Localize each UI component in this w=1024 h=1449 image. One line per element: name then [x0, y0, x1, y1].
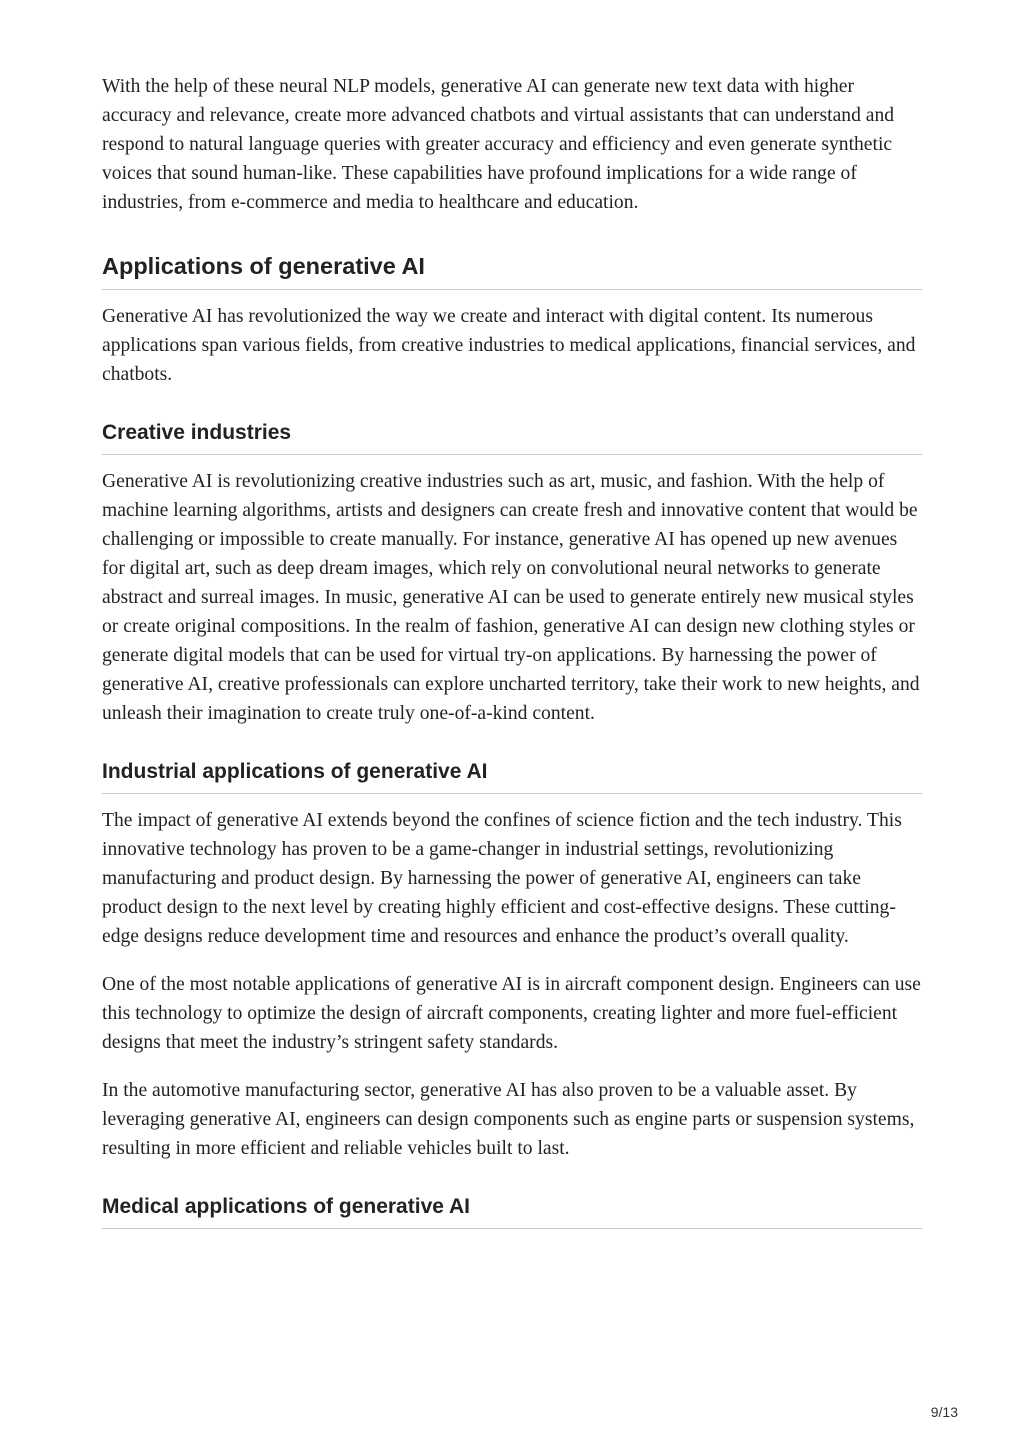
section-heading-industrial-applications: Industrial applications of generative AI: [102, 758, 922, 794]
document-body: [102, 72, 922, 1241]
section-heading-creative-industries: Creative industries: [102, 419, 922, 455]
section-medical-applications: [102, 1193, 922, 1229]
industrial-paragraph-2: One of the most notable applications of generative AI is in aircraft component design. Engineers can use this technology to optimize the design of aircraft components, creating lighter and more fuel-efficient designs that meet the industry’s stringent safety standards.: [102, 974, 921, 1053]
intro-paragraph: With the help of these neural NLP models, generative AI can generate new text data with higher accuracy and relevance, create more advanced chatbots and virtual assistants that can understand and respond to natural language queries with greater accuracy and efficiency and even generate synthetic voices that sound human-like. These capabilities have profound implications for a wide range of industries, from e-commerce and media to healthcare and education.: [102, 76, 895, 213]
creative-industries-paragraph: Generative AI is revolutionizing creative industries such as art, music, and fashion. With the help of machine learning algorithms, artists and designers can create fresh and innovative content that would be challenging or impossible to create manually. For instance, generative AI has opened up new avenues for digital art, such as deep dream images, which rely on convolutional neural networks to generate abstract and surreal images. In music, generative AI can be used to generate entirely new musical styles or create original compositions. In the realm of fashion, generative AI can design new clothing styles or generate digital models that can be used for virtual try-on applications. By harnessing the power of generative AI, creative professionals can explore uncharted territory, take their work to new heights, and unleash their imagination to create truly one-of-a-kind content.: [102, 471, 920, 724]
page-number: 9/13: [930, 1404, 958, 1420]
section-heading-medical-applications: Medical applications of generative AI: [102, 1193, 922, 1229]
section-industrial-applications: [102, 758, 922, 1163]
section-creative-industries: [102, 419, 922, 728]
industrial-paragraph-3: In the automotive manufacturing sector, generative AI has also proven to be a valuable asset. By leveraging generative AI, engineers can design components such as engine parts or suspension systems, resulting in more efficient and reliable vehicles built to last.: [102, 1080, 915, 1159]
section-heading-applications: Applications of generative AI: [102, 251, 922, 290]
section-applications: [102, 251, 922, 389]
applications-paragraph: Generative AI has revolutionized the way we create and interact with digital content. Its numerous applications span various fields, from creative industries to medical applications, financial services, and chatbots.: [102, 306, 916, 385]
industrial-paragraph-1: The impact of generative AI extends beyond the confines of science fiction and the tech industry. This innovative technology has proven to be a game-changer in industrial settings, revolutionizing manufacturing and product design. By harnessing the power of generative AI, engineers can take product design to the next level by creating highly efficient and cost-effective designs. These cutting-edge designs reduce development time and resources and enhance the product’s overall quality.: [102, 810, 902, 947]
